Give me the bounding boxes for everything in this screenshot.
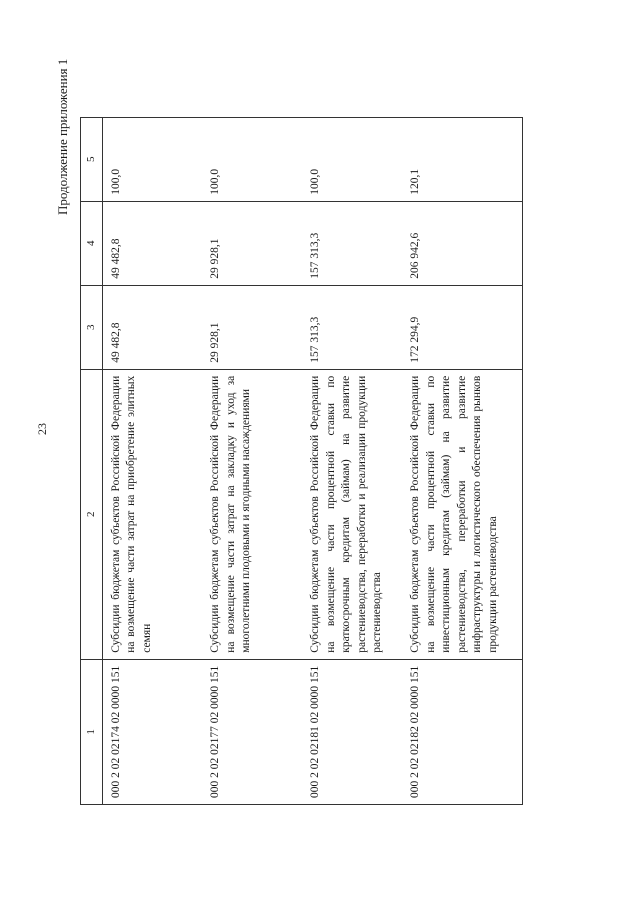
value-col4: 29 928,1: [202, 201, 302, 285]
description: Субсидии бюджетам субъектов Российской Федерации на возмещение части процентной ставки по краткосрочным кредитам (займам) на развитие растениеводства, переработки и реализации продукции растениеводства: [302, 369, 402, 659]
table-header-row: [81, 117, 103, 804]
value-col5: 100,0: [102, 117, 202, 201]
value-col3: 157 313,3: [302, 285, 402, 369]
value-col4: 157 313,3: [302, 201, 402, 285]
value-col3: 172 294,9: [402, 285, 522, 369]
budget-table: [80, 117, 523, 805]
column-header: 4: [81, 201, 103, 285]
table-row: [302, 117, 402, 804]
column-header: 3: [81, 285, 103, 369]
column-header: 1: [81, 659, 103, 804]
page-number: 23: [35, 423, 49, 435]
budget-code: 000 2 02 02177 02 0000 151: [202, 659, 302, 804]
table-row: [202, 117, 302, 804]
value-col4: 49 482,8: [102, 201, 202, 285]
value-col5: 120,1: [402, 117, 522, 201]
value-col3: 49 482,8: [102, 285, 202, 369]
budget-code: 000 2 02 02174 02 0000 151: [102, 659, 202, 804]
table-row: [402, 117, 522, 804]
appendix-continuation-note: Продолжение приложения 1: [55, 58, 70, 215]
column-header: 2: [81, 369, 103, 659]
table-row: [102, 117, 202, 804]
value-col5: 100,0: [302, 117, 402, 201]
description: Субсидии бюджетам субъектов Российской Федерации на возмещение части затрат на закладку и уход за многолетними плодовыми и ягодными насаждениями: [202, 369, 302, 659]
budget-code: 000 2 02 02181 02 0000 151: [302, 659, 402, 804]
value-col3: 29 928,1: [202, 285, 302, 369]
budget-code: 000 2 02 02182 02 0000 151: [402, 659, 522, 804]
description: Субсидии бюджетам субъектов Российской Федерации на возмещение части затрат на приобретение элитных семян: [102, 369, 202, 659]
value-col5: 100,0: [202, 117, 302, 201]
description: Субсидии бюджетам субъектов Российской Федерации на возмещение части процентной ставки по инвестиционным кредитам (займам) на развитие растениеводства, переработки и развитие инфраструктуры и логистического обеспечения рынков продукции растениеводства: [402, 369, 522, 659]
value-col4: 206 942,6: [402, 201, 522, 285]
column-header: 5: [81, 117, 103, 201]
